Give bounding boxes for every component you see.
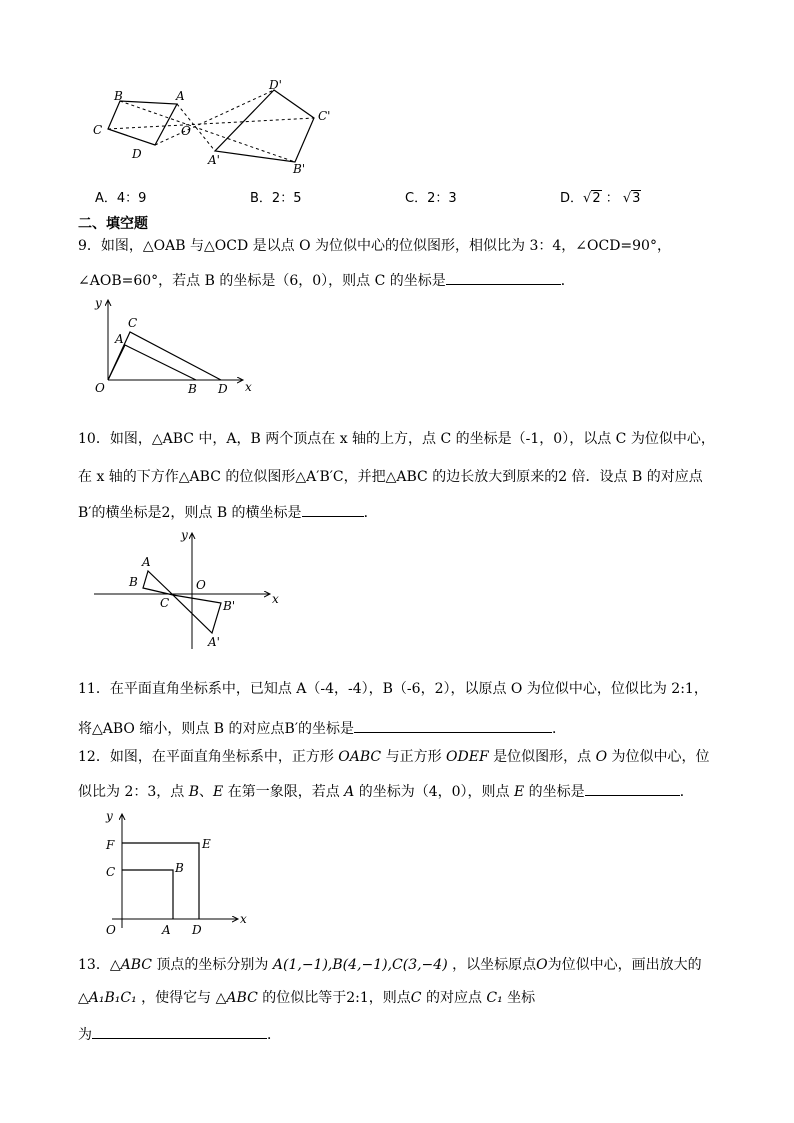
q13-answer-blank[interactable] [92,1024,267,1039]
q13-j: A₁B₁C₁ [88,990,137,1006]
q11-line2-text: 将△ABO 缩小，则点 B 的对应点B′的坐标是 [78,721,355,737]
q9-line1: 9．如图，△OAB 与△OCD 是以点 O 为位似中心的位似图形，相似比为 3：4，∠OCD=90°， [78,238,671,254]
q13-n: 的位似比等于2:1，则点 [257,990,411,1006]
q8-figure [85,75,345,175]
q12-square-OABC [122,870,173,919]
q10-line2: 在 x 轴的下方作△ABC 的位似图形△A′B′C，并把△ABC 的边长放大到原来的2 倍．设点 B 的对应点 [78,469,703,485]
q13-q: C₁ [486,990,503,1006]
q12-line2-g: 的坐标为（4，0），则点 [354,784,514,800]
q13-p: 的对应点 [421,990,487,1006]
q9-label-y: y [95,296,102,310]
q13-a: 13． [78,957,110,973]
q12-line1-e: 是位似图形，点 [488,749,596,765]
q9-label-D: D [218,382,228,396]
q9-end: ． [560,273,575,289]
q12-line2-h: E [514,784,525,800]
q13-m: ABC [226,990,258,1006]
q8-option-d-prefix: D． [560,191,584,206]
q12-figure [98,808,258,940]
q12-line2-b: B [188,784,200,800]
q8-label-O: O [181,124,191,138]
q12-line1-g: 为位似中心，位 [607,749,710,765]
q12-label-F: F [106,838,115,852]
q12-line2-c: 、 [199,784,214,800]
q13-end: ． [267,1027,281,1043]
q8-option-d-root1: 2 [592,191,601,206]
q10-label-B: B [129,575,138,589]
q13-c: ABC [120,957,152,973]
q10-line3 [78,502,378,521]
q12-label-D: D [192,923,202,937]
q8-label-A-prime: A' [208,153,220,167]
q12-line2-a: 似比为 2：3，点 [78,784,189,800]
q8-option-a: A．4：9 [95,191,147,206]
q9-figure [88,295,263,400]
q10-figure [88,527,283,652]
q12-line1-f: O [595,749,608,765]
q11-line1: 11．在平面直角坐标系中，已知点 A（-4，-4），B（-6，2），以原点 O 为位似中心，位似比为 2:1， [78,681,708,697]
q12-line1-b: OABC [338,749,382,765]
q8-label-D: D [132,147,142,161]
q11-answer-blank[interactable] [354,718,552,733]
q10-end: ． [363,505,378,521]
q10-label-A-prime: A' [208,635,220,649]
q8-label-B-prime: B' [293,162,306,175]
q10-label-C: C [160,596,170,610]
q8-option-b: B．2：5 [250,191,302,206]
q11-line2 [78,718,566,737]
q9-label-C: C [128,316,138,330]
q10-triangle-A-prime-B-prime-C [173,595,221,633]
q11-end: ． [552,721,567,737]
q9-label-x: x [245,380,252,394]
q8-label-D-prime: D' [269,78,282,92]
q8-small-quad [108,101,177,145]
q12-line2-e: 在第一象限，若点 [223,784,345,800]
q13-l: △ [215,990,227,1006]
q9-label-B: B [188,382,197,396]
q10-label-A: A [142,555,151,569]
q12-label-y: y [106,809,113,823]
q8-option-d: D．√2 ： √3 [560,191,641,206]
q12-line1-a: 12．如图，在平面直角坐标系中，正方形 [78,749,339,765]
q8-label-B: B [114,89,123,103]
q8-label-C: C [93,123,103,137]
section-fill-blank-heading: 二、填空题 [78,216,148,232]
q12-label-C: C [106,865,116,879]
q12-line2-i: 的坐标是 [524,784,585,800]
q13-f: ，以坐标原点 [447,957,537,973]
q10-label-x: x [272,592,279,606]
q8-option-d-sep: ： [605,191,619,206]
q9-triangle-OCD [108,332,221,380]
q13-line2 [78,990,535,1006]
q9-answer-blank[interactable] [446,270,561,285]
q12-line2-f: A [344,784,355,800]
q13-line3 [78,1024,281,1043]
q10-line3-text: B′的横坐标是2，则点 B 的横坐标是 [78,505,302,521]
q13-d: 顶点的坐标分别为 [151,957,273,973]
q12-label-A: A [162,923,171,937]
q8-option-d-root2: 3 [632,191,641,206]
q12-line1-c: 与正方形 [381,749,447,765]
q13-g: O [536,957,548,973]
q13-h: 为位似中心，画出放大的 [547,957,702,973]
q12-end: ． [679,784,694,800]
q12-answer-blank[interactable] [585,781,680,796]
q9-label-A: A [115,332,124,346]
q10-triangle-ABC [143,571,173,595]
q10-label-O: O [196,578,206,592]
q12-label-E: E [202,837,211,851]
q13-k: ，使得它与 [136,990,216,1006]
q12-line2 [78,781,694,800]
q13-i: △ [78,990,89,1006]
q10-label-y: y [181,528,188,542]
q13-o: C [410,990,422,1006]
q10-answer-blank[interactable] [302,502,364,517]
q10-label-B-prime: B' [223,599,236,613]
q13-line3-text: 为 [78,1027,92,1043]
q9-line2 [78,270,575,289]
q8-label-C-prime: C' [318,109,331,123]
q13-e: A(1,−1),B(4,−1),C(3,−4) [272,957,448,973]
q12-line1 [78,749,710,765]
q12-square-ODEF [122,843,199,919]
q12-line1-d: ODEF [446,749,489,765]
q13-b: △ [109,957,121,973]
q12-line2-d: E [213,784,224,800]
q13-line1 [78,957,702,973]
q12-label-B: B [175,861,184,875]
q9-line2-text: ∠AOB=60°，若点 B 的坐标是（6，0），则点 C 的坐标是 [78,273,446,289]
q8-label-A: A [176,89,185,103]
q12-label-O: O [106,923,116,937]
q9-label-O: O [95,381,105,395]
q8-option-c: C．2：3 [405,191,457,206]
q13-r: 坐标 [502,990,536,1006]
q12-label-x: x [240,912,247,926]
q10-line1: 10．如图，△ABC 中，A，B 两个顶点在 x 轴的上方，点 C 的坐标是（-1，0），以点 C 为位似中心， [78,431,715,447]
